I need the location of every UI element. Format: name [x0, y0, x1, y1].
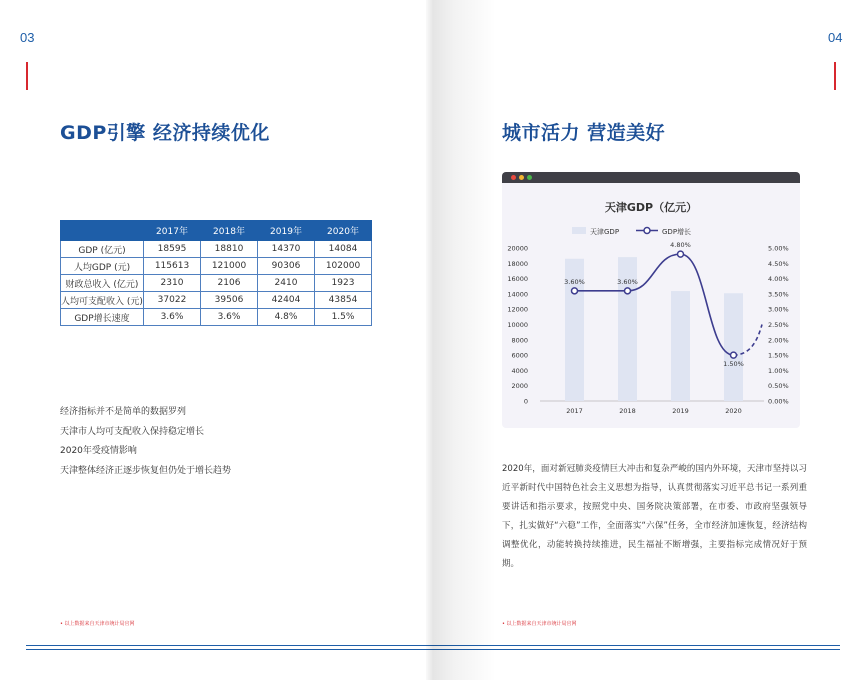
y-left-tick-label: 8000: [511, 336, 528, 345]
table-cell: 14084: [315, 241, 372, 258]
table-cell: 18595: [144, 241, 201, 258]
y-left-tick-label: 18000: [507, 259, 528, 268]
growth-point: [625, 288, 631, 294]
table-cell: 115613: [144, 258, 201, 275]
table-row: [61, 258, 372, 275]
table-cell: 14370: [258, 241, 315, 258]
growth-point: [678, 251, 684, 257]
table-cell: 1.5%: [315, 309, 372, 326]
source-note: • 以上数据来自天津市统计局官网: [502, 621, 577, 627]
y-right-tick-label: 2.50%: [768, 321, 789, 329]
table-cell: 4.8%: [258, 309, 315, 326]
y-left-tick-label: 4000: [511, 366, 528, 375]
bar-2019: [671, 291, 690, 401]
y-right-tick-label: 5.00%: [768, 244, 789, 253]
y-right-tick-label: 1.00%: [768, 366, 789, 375]
legend-bar-swatch: [572, 227, 586, 234]
green-dot-icon: [527, 175, 532, 180]
x-tick-label: 2019: [672, 407, 689, 415]
table-cell: 42404: [258, 292, 315, 309]
growth-point: [572, 288, 578, 294]
table-cell: 90306: [258, 258, 315, 275]
table-header-cell: 2017年: [144, 221, 201, 241]
y-left-tick-label: 6000: [511, 351, 528, 360]
y-left-tick-label: 16000: [507, 275, 528, 284]
page-number: 03: [20, 30, 35, 45]
legend-label: 天津GDP: [590, 228, 620, 236]
table-header-cell: 2018年: [201, 221, 258, 241]
table-cell: 37022: [144, 292, 201, 309]
table-cell: 102000: [315, 258, 372, 275]
table-row: [61, 241, 372, 258]
y-right-tick-label: 4.50%: [768, 259, 789, 268]
y-right-tick-label: 0.00%: [768, 397, 789, 406]
chart-window-bar: [502, 172, 800, 183]
y-right-tick-label: 0.50%: [768, 382, 789, 391]
table-header-cell: 2020年: [315, 221, 372, 241]
growth-data-label: 4.80%: [670, 241, 691, 250]
book-gutter-shadow: [426, 0, 496, 680]
x-tick-label: 2020: [725, 407, 742, 415]
chart-window: [502, 172, 800, 428]
table-cell: 43854: [315, 292, 372, 309]
note-item: 天津市人均可支配收入保持稳定增长: [60, 426, 205, 437]
y-left-tick-label: 2000: [511, 382, 528, 391]
note-item: 经济指标并不是简单的数据罗列: [60, 407, 187, 417]
notes-list: [60, 403, 231, 481]
growth-point: [731, 352, 737, 358]
row-label: GDP (亿元): [61, 241, 144, 258]
row-label: 人均可支配收入 (元): [61, 292, 144, 309]
right-page: [432, 0, 865, 680]
growth-data-label: 1.50%: [723, 360, 744, 369]
table-row: [61, 309, 372, 326]
table-cell: 39506: [201, 292, 258, 309]
red-accent-bar: [26, 62, 28, 90]
y-left-tick-label: 0: [523, 397, 528, 406]
red-accent-bar: [834, 62, 836, 90]
legend-line-marker: [644, 228, 650, 234]
table-row: [61, 275, 372, 292]
y-left-tick-label: 20000: [507, 244, 528, 253]
y-left-tick-label: 14000: [507, 290, 528, 299]
bar-2020: [724, 293, 743, 401]
row-label: GDP增长速度: [61, 309, 144, 326]
y-right-tick-label: 1.50%: [768, 351, 789, 360]
gdp-table: [60, 220, 372, 326]
note-item: 2020年受疫情影响: [60, 446, 137, 456]
y-left-tick-label: 12000: [507, 305, 528, 314]
table-header-row: [61, 221, 372, 241]
y-right-tick-label: 3.00%: [768, 305, 789, 314]
yellow-dot-icon: [519, 175, 524, 180]
table-cell: 2410: [258, 275, 315, 292]
page-title: 城市活力 营造美好: [502, 122, 666, 144]
note-item: 天津整体经济正逐步恢复但仍处于增长趋势: [60, 465, 232, 476]
source-note: • 以上数据来自天津市统计局官网: [60, 621, 135, 627]
growth-data-label: 3.60%: [564, 277, 585, 286]
table-cell: 3.6%: [144, 309, 201, 326]
x-tick-label: 2017: [566, 407, 583, 415]
y-right-tick-label: 4.00%: [768, 275, 789, 284]
table-header-cell: 2019年: [258, 221, 315, 241]
red-dot-icon: [511, 175, 516, 180]
table-cell: 2310: [144, 275, 201, 292]
y-left-tick-label: 10000: [507, 321, 528, 329]
table-header-cell: [61, 221, 144, 241]
table-cell: 3.6%: [201, 309, 258, 326]
table-cell: 1923: [315, 275, 372, 292]
left-page: [0, 0, 432, 680]
body-paragraph: 2020年，面对新冠肺炎疫情巨大冲击和复杂严峻的国内外环境，天津市坚持以习近平新时代中国特色社会主义思想为指导，认真贯彻落实习近平总书记一系列重要讲话和指示要求，按照党中央、国务院决策部署，在市委、市政府坚强领导下，扎实做好“六稳”工作，全面落实“六保”任务，全市经济加速恢复，经济结构调整优化，动能转换持续推进，民生福祉不断增强，主要指标完成情况好于预期。: [502, 464, 807, 569]
bottom-rule: [26, 645, 432, 650]
y-right-tick-label: 2.00%: [768, 336, 789, 345]
row-label: 人均GDP (元): [61, 258, 144, 275]
page-number: 04: [828, 30, 843, 45]
growth-data-label: 3.60%: [617, 277, 638, 286]
table-row: [61, 292, 372, 309]
table-cell: 2106: [201, 275, 258, 292]
row-label: 财政总收入 (亿元): [61, 275, 144, 292]
table-cell: 121000: [201, 258, 258, 275]
table-cell: 18810: [201, 241, 258, 258]
chart-title: 天津GDP（亿元）: [604, 201, 698, 214]
growth-line: [575, 254, 734, 355]
x-tick-label: 2018: [619, 407, 636, 415]
gdp-chart: [502, 183, 800, 428]
page-title: GDP引擎 经济持续优化: [60, 122, 270, 144]
y-right-tick-label: 3.50%: [768, 290, 789, 299]
legend-label: GDP增长: [662, 228, 692, 236]
